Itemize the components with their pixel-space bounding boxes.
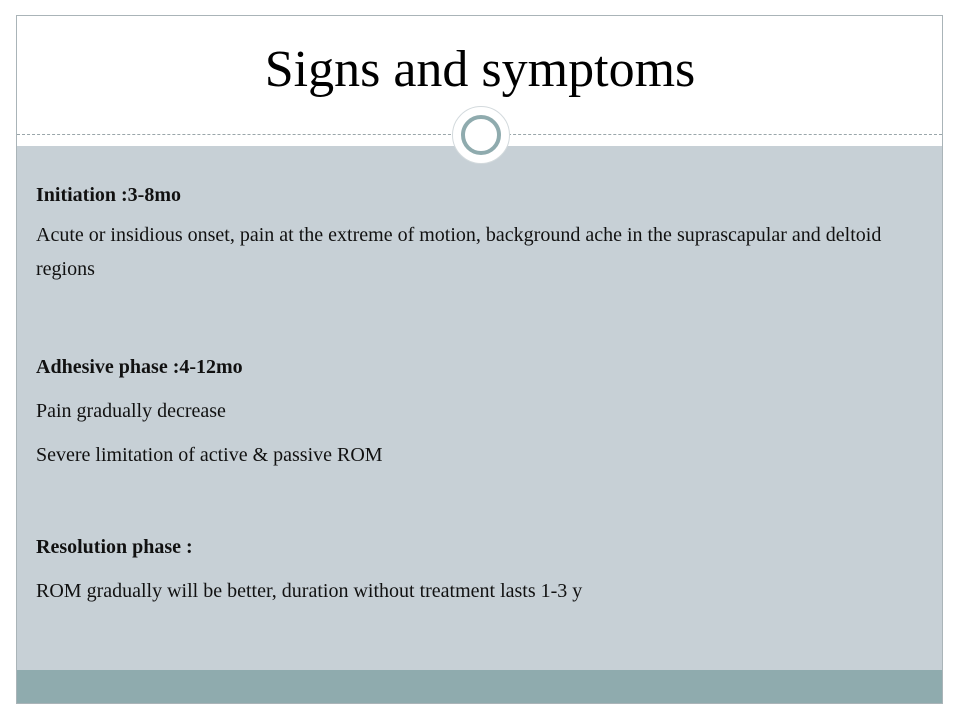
footer-bar bbox=[17, 670, 942, 703]
section-text-adhesive-rom: Severe limitation of active & passive ROM bbox=[36, 444, 383, 466]
section-heading-resolution: Resolution phase : bbox=[36, 536, 193, 558]
slide-title: Signs and symptoms bbox=[264, 41, 696, 98]
section-text-resolution: ROM gradually will be better, duration without treatment lasts 1-3 y bbox=[36, 580, 583, 602]
circle-ornament-inner bbox=[461, 115, 501, 155]
section-heading-initiation: Initiation :3-8mo bbox=[36, 184, 181, 206]
section-text-adhesive-pain: Pain gradually decrease bbox=[36, 400, 226, 422]
section-heading-adhesive: Adhesive phase :4-12mo bbox=[36, 356, 243, 378]
section-text-initiation: Acute or insidious onset, pain at the extreme of motion, background ache in the suprascapular and deltoid regions bbox=[36, 224, 882, 280]
circle-ornament-icon bbox=[452, 106, 510, 164]
